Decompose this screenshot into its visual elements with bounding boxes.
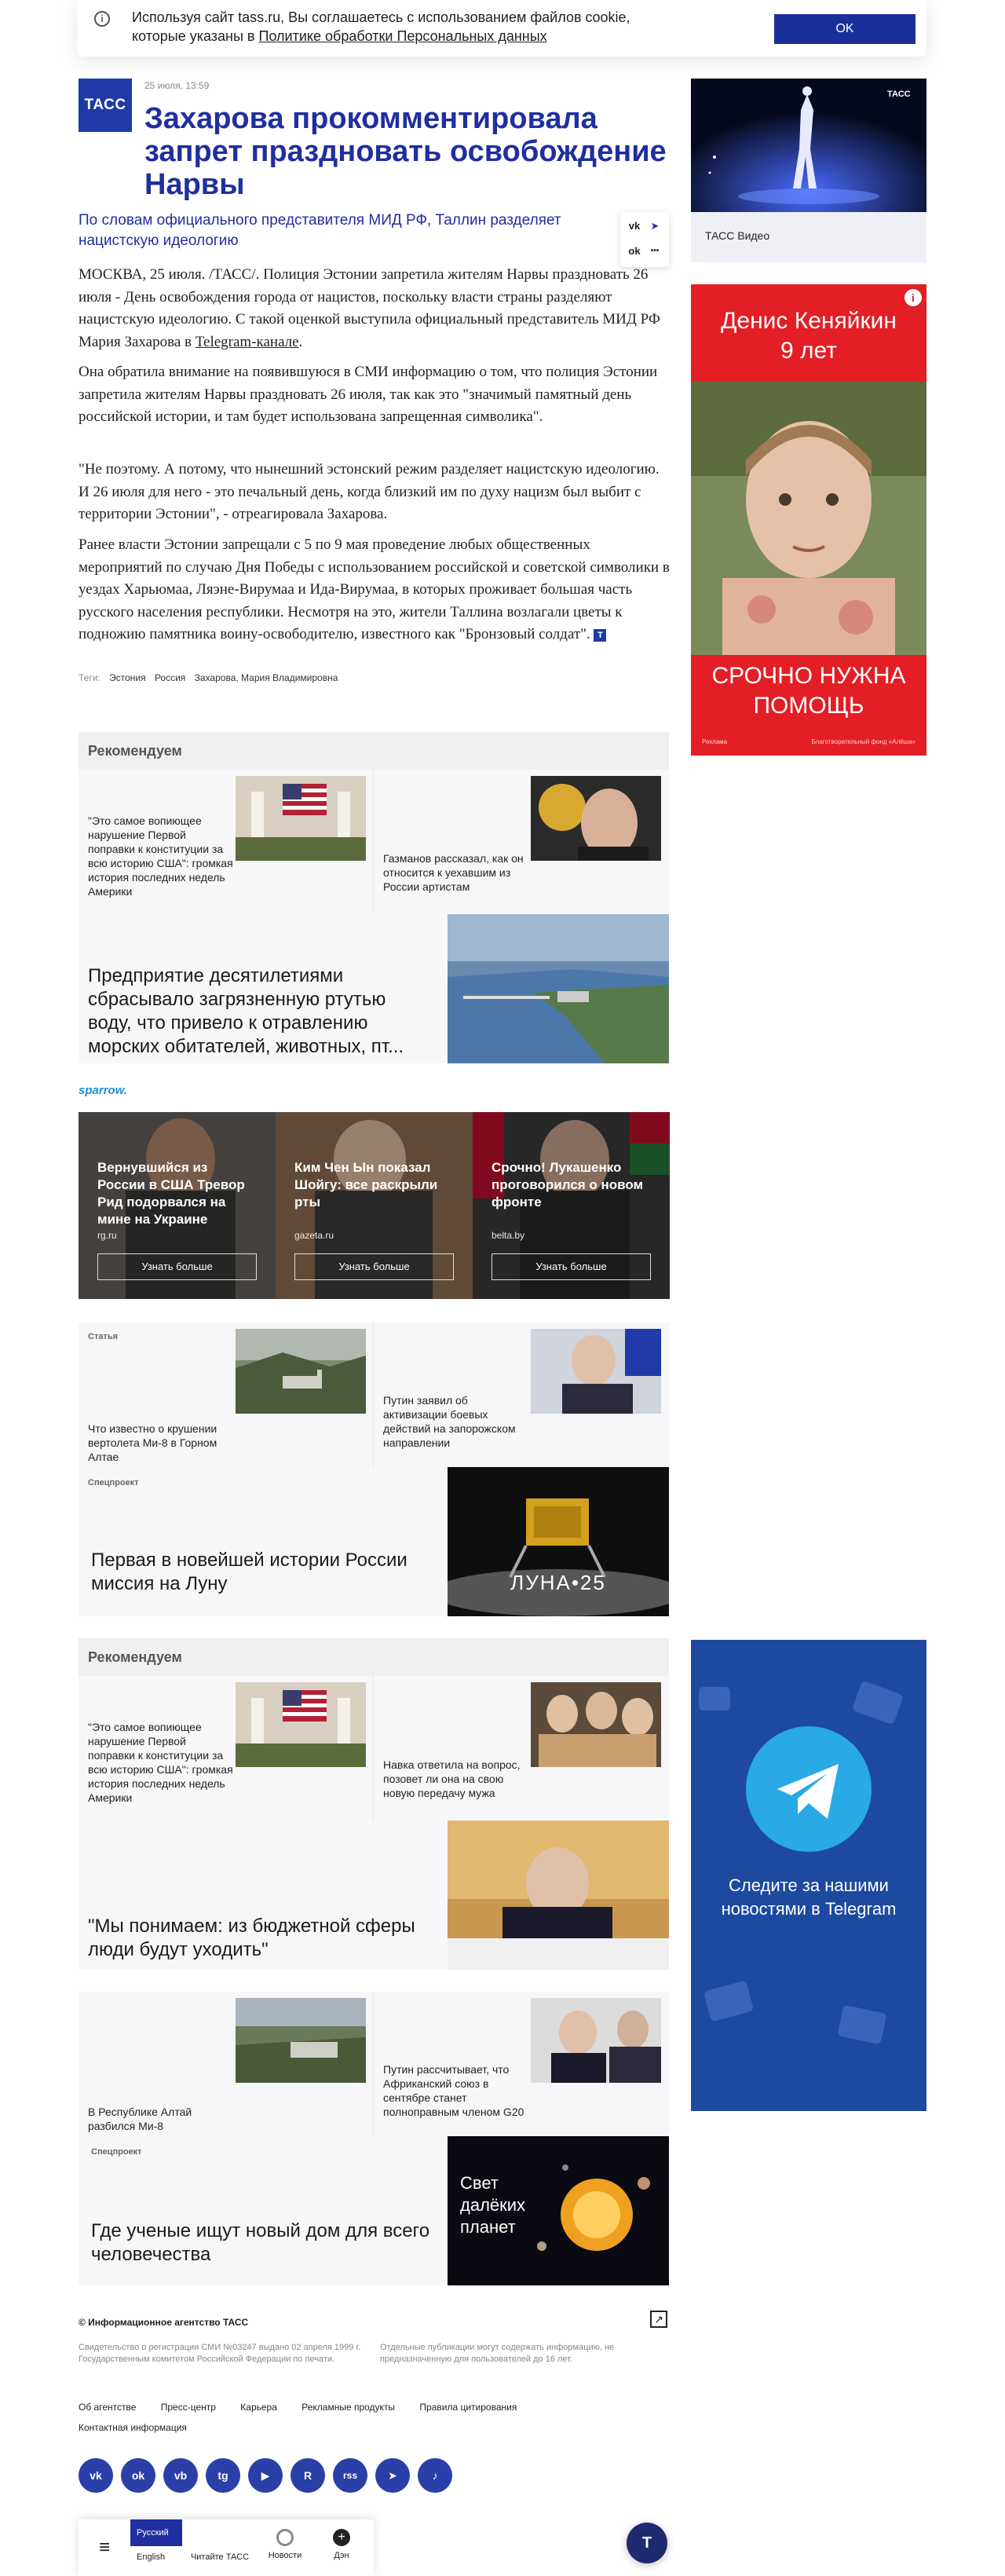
section-title: Рекомендуем <box>79 732 669 770</box>
lang-english[interactable]: English <box>137 2552 166 2562</box>
news-card-big[interactable] <box>79 1820 669 1970</box>
sparrow-card[interactable] <box>276 1112 473 1299</box>
telegram-icon <box>746 1726 872 1852</box>
luna-title: ЛУНА•25 <box>510 1571 606 1594</box>
article-paragraph-4: Ранее власти Эстонии запрещали с 5 по 9 мая проведение любых общественных мероприятий по случаю Дня Победы с использованием российской и советской символики в уездах Харьюмаа, Ляэне-Вирумаа и Ида-Вирумаа, в которых проживает большая часть русского населения республики. Несмотря на это, жители Таллина возлагали цветы к подножию памятника воину-освободителю, известного как "Бронзовый солдат". T <box>79 536 670 642</box>
sparrow-card-source: gazeta.ru <box>294 1230 334 1241</box>
lang-russian[interactable]: Русский <box>130 2519 182 2546</box>
telegram-channel-link[interactable]: Telegram-канале <box>195 333 299 350</box>
article-tags: Теги: Эстония Россия Захарова, Мария Владимировна <box>79 672 338 683</box>
cookie-ok-button[interactable]: OK <box>774 14 915 44</box>
news-card[interactable] <box>79 1323 374 1467</box>
special-project-title: Где ученые ищут новый дом для всего человечества <box>91 2220 430 2265</box>
tass-fab-button[interactable]: T <box>627 2523 667 2563</box>
section-title: Рекомендуем <box>79 1638 669 1676</box>
news-card[interactable] <box>374 770 669 914</box>
telegram-icon[interactable]: tg <box>206 2458 240 2493</box>
tag-link[interactable]: Захарова, Мария Владимировна <box>194 672 338 683</box>
tag-link[interactable]: Эстония <box>109 672 146 683</box>
menu-search-icon[interactable]: ≡ <box>98 2537 110 2558</box>
sparrow-card[interactable] <box>473 1112 670 1299</box>
telegram-share-icon[interactable]: ➤ <box>650 220 660 232</box>
sparrow-logo[interactable]: sparrow. <box>79 1084 127 1097</box>
sparrow-card-title: Вернувшийся из России в США Тревор Рид подорвался на мине на Украине <box>97 1160 245 1227</box>
ok-icon[interactable]: ok <box>121 2458 155 2493</box>
day-tab[interactable]: + Дэн <box>334 2530 349 2560</box>
vk-share-icon[interactable]: vk <box>628 220 641 232</box>
ad-photo <box>691 382 926 655</box>
article-paragraph-3: "Не поэтому. А потому, что нынешний эстонский режим разделяет нацистскую идеологию. И 26 июля для него - это печальный день, когда близкий им по духу нацизм был выбит с территории Эстонии", - отреагировала Захарова. <box>79 461 660 522</box>
news-thumbnail <box>448 1820 669 1970</box>
sparrow-card[interactable] <box>79 1112 276 1299</box>
learn-more-button[interactable]: Узнать больше <box>294 1253 454 1280</box>
footer-link[interactable]: Рекламные продукты <box>302 2402 396 2413</box>
articles-section-2 <box>79 1992 669 2285</box>
article-paragraph-1: МОСКВА, 25 июля. /ТАСС/. Полиция Эстонии запретила жителям Нарвы праздновать 26 июля - День освобождения города от нацистов, поскольку власти страны разделяют нацистскую идеологию. С такой оценкой выступила официальный представитель МИД РФ Мария Захарова в Telegram-канале. <box>79 266 660 350</box>
news-thumbnail <box>236 1329 366 1414</box>
learn-more-button[interactable]: Узнать больше <box>97 1253 257 1280</box>
news-thumbnail <box>236 1682 366 1767</box>
articles-section <box>79 1323 669 1616</box>
special-project-card[interactable] <box>79 2136 669 2285</box>
viber-icon[interactable]: vb <box>163 2458 198 2493</box>
news-icon <box>276 2529 294 2546</box>
youtube-icon[interactable]: ▶ <box>248 2458 283 2493</box>
footer-age-note: Отдельные публикации могут содержать информацию, не предназначенную для пользователей до 16 лет. <box>380 2343 615 2364</box>
news-card-big[interactable] <box>79 914 669 1063</box>
vk-icon[interactable]: vk <box>79 2458 113 2493</box>
video-thumbnail <box>691 79 926 212</box>
news-card-title: "Мы понимаем: из бюджетной сферы люди будут уходить" <box>88 1916 415 1960</box>
news-thumbnail <box>236 1998 366 2083</box>
news-tab[interactable]: Новости <box>258 2519 312 2576</box>
charity-ad[interactable] <box>691 284 926 756</box>
news-card[interactable] <box>374 1992 669 2136</box>
special-project-title: Первая в новейшей истории России миссия на Луну <box>91 1550 407 1594</box>
card-label: Статья <box>88 1332 119 1341</box>
read-tass-link[interactable]: Читайте ТАСС <box>190 2552 250 2562</box>
card-label: Спецпроект <box>88 1478 139 1487</box>
news-card-title: "Это самое вопиющее нарушение Первой поправки к конституции за всю историю США": громкая история последних недель Америки <box>88 814 233 898</box>
info-icon: i <box>94 11 110 27</box>
ad-name: Денис Кеняйкин 9 лет <box>721 308 897 364</box>
news-card[interactable] <box>79 1676 374 1820</box>
news-card[interactable] <box>79 1992 374 2136</box>
article-paragraph-2: Она обратила внимание на появившуюся в СМИ информацию о том, что полиция Эстонии запретила жителям Нарвы праздновать 26 июля, так как это "значимый памятный день российской истории, и там будет использована запрещенная символика". <box>79 364 658 425</box>
tass-logo[interactable]: ТАСС <box>79 79 132 132</box>
privacy-policy-link[interactable]: Политике обработки Персональных данных <box>258 28 547 44</box>
video-logo: ТАСС <box>887 90 911 99</box>
rutube-icon[interactable]: R <box>291 2458 325 2493</box>
article-date: 25 июля, 13:59 <box>144 80 210 91</box>
footer-registration: Свидетельство о регистрации СМИ №03247 выдано 02 апреля 1999 г. Государственным комитетом Российской Федерации по печати. <box>79 2343 361 2364</box>
telegram-promo[interactable] <box>691 1640 926 2111</box>
footer-link[interactable]: Пресс-центр <box>160 2402 216 2413</box>
footer-copyright: © Информационное агентство ТАСС <box>79 2317 249 2328</box>
news-card-title: Навка ответила на вопрос, позовет ли она на свою новую передачу мужа <box>383 1758 521 1799</box>
ad-info-icon[interactable]: i <box>904 289 922 306</box>
news-thumbnail <box>448 2136 669 2285</box>
footer-link[interactable]: Об агентстве <box>79 2402 137 2413</box>
news-card-title: Путин заявил об активизации боевых действий на запорожском направлении <box>383 1394 516 1449</box>
news-card-title: Путин рассчитывает, что Африканский союз в сентябре станет полноправным членом G20 <box>383 2063 524 2118</box>
news-thumbnail <box>531 776 661 861</box>
ok-share-icon[interactable]: ok <box>628 245 641 257</box>
space-title: Свет далёких планет <box>460 2173 526 2237</box>
rss-icon[interactable]: rss <box>333 2458 367 2493</box>
learn-more-button[interactable]: Узнать больше <box>492 1253 651 1280</box>
sparrow-card-source: belta.by <box>492 1230 525 1241</box>
news-thumbnail <box>531 1998 661 2083</box>
recommended-section <box>79 732 669 1063</box>
news-card[interactable] <box>79 770 374 914</box>
news-thumbnail <box>531 1682 661 1767</box>
telegram-badge-icon[interactable]: T <box>594 629 606 642</box>
footer-link[interactable]: Карьера <box>240 2402 277 2413</box>
news-thumbnail <box>236 776 366 861</box>
article-title: Захарова прокомментировала запрет праздновать освобождение Нарвы <box>144 102 667 201</box>
article-subtitle: По словам официального представителя МИД РФ, Таллин разделяет нацистскую идеологию <box>79 212 561 249</box>
tag-link[interactable]: Россия <box>154 672 186 683</box>
plus-icon: + <box>333 2529 350 2546</box>
news-thumbnail <box>531 1329 661 1414</box>
sparrow-card-title: Ким Чен Ын показал Шойгу: все раскрыли рты <box>294 1160 438 1209</box>
external-link-icon[interactable]: ↗ <box>650 2311 667 2328</box>
news-thumbnail <box>448 1467 669 1616</box>
news-card[interactable] <box>374 1676 669 1820</box>
video-title: ТАСС Видео <box>705 229 770 242</box>
bottom-bar <box>79 2519 374 2576</box>
footer-link[interactable]: Правила цитирования <box>419 2402 517 2413</box>
send-icon[interactable]: ➤ <box>375 2458 410 2493</box>
news-card-title: Предприятие десятилетиями сбрасывало загрязненную ртутью воду, что привело к отравлению морских обитателей, животных, пт... <box>88 965 404 1057</box>
tiktok-icon[interactable]: ♪ <box>418 2458 452 2493</box>
footer-contact-link[interactable]: Контактная информация <box>79 2422 187 2433</box>
news-card-title: Газманов рассказал, как он относится к уехавшим из России артистам <box>383 852 524 893</box>
news-card-title: "Это самое вопиющее нарушение Первой поправки к конституции за всю историю США": громкая история последних недель Америки <box>88 1721 233 1804</box>
news-card-title: В Республике Алтай разбился Ми-8 <box>88 2106 192 2132</box>
news-card-title: Что известно о крушении вертолета Ми-8 в Горном Алтае <box>88 1422 217 1463</box>
ad-help-text: СРОЧНО НУЖНА ПОМОЩЬ <box>711 663 906 719</box>
ad-footer: Реклама Благотворительный фонд «Алёша» <box>702 738 915 745</box>
news-card[interactable] <box>374 1323 669 1467</box>
sparrow-card-source: rg.ru <box>97 1230 117 1241</box>
card-label: Спецпроект <box>91 2147 142 2157</box>
recommended-section-2 <box>79 1638 669 1970</box>
footer-links <box>79 2402 539 2413</box>
cookie-banner <box>77 0 926 57</box>
special-project-card[interactable] <box>79 1467 669 1616</box>
cookie-text: Используя сайт tass.ru, Вы соглашаетесь с использованием файлов cookie, которые указаны в Политике обработки Персональных данных <box>132 9 630 44</box>
telegram-promo-text: Следите за нашими новостями в Telegram <box>721 1875 897 1919</box>
news-thumbnail <box>448 914 669 1063</box>
sparrow-card-title: Срочно! Лукашенко проговорился о новом фронте <box>492 1160 644 1209</box>
share-panel <box>620 212 669 267</box>
video-card[interactable] <box>691 79 926 262</box>
more-share-icon[interactable]: ••• <box>650 247 660 255</box>
